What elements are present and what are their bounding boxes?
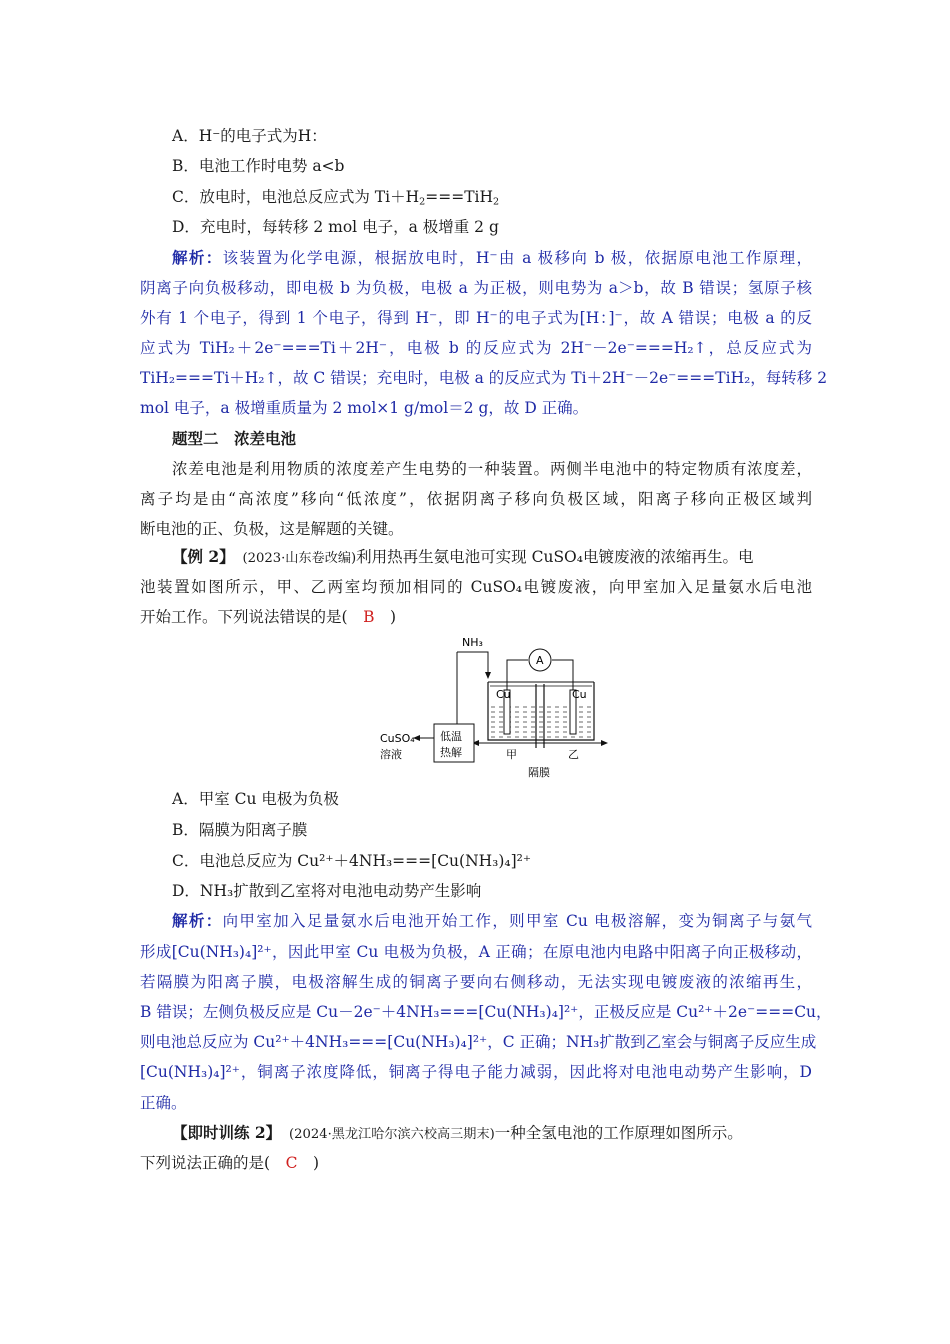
intro-line: 离子均是由“高浓度”移向“低浓度”，依据阴离子移向负极区域，阳离子移向正极区域判 <box>140 490 812 508</box>
nh3-label: NH₃ <box>462 636 483 649</box>
intro-line: 浓差电池是利用物质的浓度差产生电势的一种装置。两侧半电池中的特定物质有浓度差， <box>172 460 812 478</box>
option-c: C．电池总反应为 Cu²⁺＋4NH₃===[Cu(NH₃)₄]²⁺ <box>172 852 532 870</box>
box-line-2: 热解 <box>440 746 462 759</box>
jia-label: 甲 <box>506 748 517 761</box>
analysis-line: 若隔膜为阳离子膜，电极溶解生成的铜离子要向右侧移动，无法实现电镀废液的浓缩再生， <box>140 973 812 991</box>
example-label: 【例 2】 <box>172 547 227 566</box>
analysis-line: 解析：该装置为化学电源，根据放电时，H⁻由 a 极移向 b 极，依据原电池工作原理， <box>172 248 812 267</box>
practice-label: 【即时训练 2】 <box>172 1123 274 1142</box>
analysis-line: 则电池总反应为 Cu²⁺＋4NH₃===[Cu(NH₃)₄]²⁺，C 正确；NH₃扩散到乙室会与铜离子反应生成 <box>140 1033 817 1051</box>
option-b: B．隔膜为阳离子膜 <box>172 821 308 839</box>
analysis-line: 外有 1 个电子，得到 1 个电子，得到 H⁻，即 H⁻的电子式为[H：]⁻，故 A 错误；电极 a 的反 <box>140 309 812 327</box>
analysis-line: 形成[Cu(NH₃)₄]²⁺，因此甲室 Cu 电极为负极，A 正确；在原电池内电路中阳离子向正极移动， <box>140 943 812 961</box>
analysis-line: 应式为 TiH₂＋2e⁻===Ti＋2H⁻，电极 b 的反应式为 2H⁻－2e⁻===H₂↑，总反应式为 <box>140 339 812 357</box>
cuso4-label: CuSO₄ <box>380 732 415 745</box>
cu-right-label: Cu <box>572 688 587 701</box>
practice-source: (2024·黑龙江哈尔滨六校高三期末) <box>288 1127 495 1142</box>
analysis-line: 正确。 <box>140 1094 187 1112</box>
practice-2-line: 【即时训练 2】 (2024·黑龙江哈尔滨六校高三期末)一种全氢电池的工作原理如图所示。 <box>172 1123 743 1142</box>
analysis-line: [Cu(NH₃)₄]²⁺，铜离子浓度降低，铜离子得电子能力减弱，因此将对电池电动势产生影响，D <box>140 1063 812 1081</box>
ammeter-label: A <box>536 654 544 667</box>
example-2-line: 开始工作。下列说法错误的是( B ) <box>140 608 397 626</box>
cu-left-label: Cu <box>496 688 511 701</box>
box-line-1: 低温 <box>440 730 462 743</box>
option-b: B．电池工作时电势 a<b <box>172 157 345 175</box>
analysis-line: mol 电子，a 极增重质量为 2 mol×1 g/mol＝2 g，故 D 正确。 <box>140 399 589 417</box>
answer: C <box>285 1154 298 1172</box>
option-c: C．放电时，电池总反应式为 Ti＋H2===TiH2 <box>172 188 500 208</box>
solution-label: 溶液 <box>380 748 402 761</box>
battery-diagram <box>370 630 610 780</box>
membrane-label: 隔膜 <box>528 766 550 779</box>
answer: B <box>363 608 375 626</box>
example-2-line: 【例 2】 (2023·山东卷改编)利用热再生氨电池可实现 CuSO₄电镀废液的浓缩再生。电 <box>172 547 754 566</box>
section-title: 题型二 浓差电池 <box>172 429 297 448</box>
option-d: D．NH₃扩散到乙室将对电池电动势产生影响 <box>172 882 482 900</box>
analysis-line: TiH₂===Ti＋H₂↑，故 C 错误；充电时，电极 a 的反应式为 Ti＋2H⁻－2e⁻===TiH₂，每转移 2 <box>140 369 828 387</box>
analysis-line: 阴离子向负极移动，即电极 b 为负极，电极 a 为正极，则电势为 a＞b，故 B 错误；氢原子核 <box>140 279 812 297</box>
yi-label: 乙 <box>568 748 579 761</box>
intro-line: 断电池的正、负极，这是解题的关键。 <box>140 520 404 538</box>
option-a: A．甲室 Cu 电极为负极 <box>172 790 339 808</box>
example-source: (2023·山东卷改编) <box>242 551 357 566</box>
option-a: A．H−的电子式为H： <box>172 127 327 145</box>
analysis-line: 解析：向甲室加入足量氨水后电池开始工作，则甲室 Cu 电极溶解，变为铜离子与氨气 <box>172 911 812 930</box>
practice-2-line: 下列说法正确的是( C ) <box>140 1154 320 1172</box>
example-2-line: 池装置如图所示，甲、乙两室均预加相同的 CuSO₄电镀废液，向甲室加入足量氨水后电池 <box>140 578 812 596</box>
analysis-line: B 错误；左侧负极反应是 Cu－2e⁻＋4NH₃===[Cu(NH₃)₄]²⁺，正极反应是 Cu²⁺＋2e⁻===Cu， <box>140 1003 832 1021</box>
option-d: D．充电时，每转移 2 mol 电子，a 极增重 2 g <box>172 218 499 236</box>
